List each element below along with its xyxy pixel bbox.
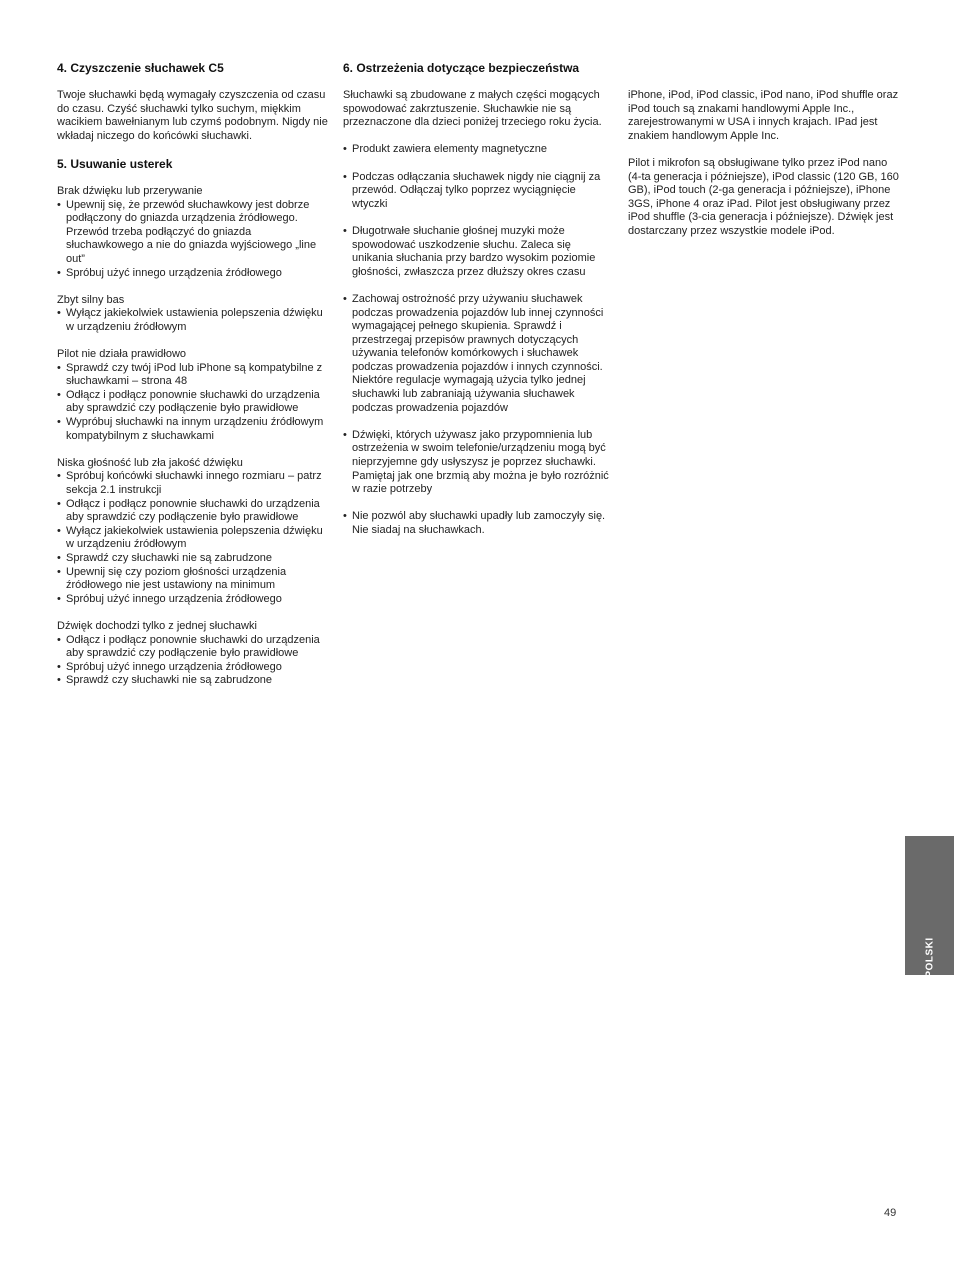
- column-middle: [343, 61, 611, 551]
- column-left: [57, 61, 329, 702]
- trouble-group-remote: [57, 348, 329, 443]
- section-safety-intro: Słuchawki są zbudowane z małych części mogących spowodować zakrztuszenie. Słuchawkie nie są przeznaczone dla dzieci poniżej trzeciego roku życia.: [343, 89, 602, 129]
- trouble-group-one-side: [57, 620, 329, 688]
- section-cleaning-title: 4. Czyszczenie słuchawek C5: [57, 61, 224, 75]
- list-item: • Zachowaj ostrożność przy używaniu słuchawek podczas prowadzenia pojazdów lub innej czynności wymagającej pełnego skupienia. Sprawdź i przestrzegaj przepisów prawnych dotyczących używania telefonów komórkowych i słuchawek podczas prowadzenia pojazdów i innych czynności. Niektóre regulacje wymagają użycia tylko jednej słuchawki lub zabraniają używania słuchawek podczas prowadzenia pojazdów: [343, 293, 611, 415]
- section-troubleshooting: [57, 157, 329, 688]
- list-item: • Spróbuj użyć innego urządzenia źródłowego: [57, 661, 329, 675]
- list-item: • Wyłącz jakiekolwiek ustawienia polepszenia dźwięku w urządzeniu źródłowym: [57, 525, 329, 552]
- list-item: • Odłącz i podłącz ponownie słuchawki do urządzenia aby sprawdzić czy podłączenie było prawidłowe: [57, 498, 329, 525]
- section-safety-title: 6. Ostrzeżenia dotyczące bezpieczeństwa: [343, 61, 580, 75]
- list-item: • Sprawdź czy słuchawki nie są zabrudzone: [57, 552, 329, 566]
- list-item: • Sprawdź czy twój iPod lub iPhone są kompatybilne z słuchawkami – strona 48: [57, 362, 329, 389]
- list-item: • Odłącz i podłącz ponownie słuchawki do urządzenia aby sprawdzić czy podłączenie było prawidłowe: [57, 634, 329, 661]
- trouble-group-label: Dźwięk dochodzi tylko z jednej słuchawki: [57, 619, 257, 632]
- trouble-group-volume: [57, 457, 329, 607]
- page-number: 49: [884, 1207, 897, 1219]
- trouble-group-bass: [57, 294, 329, 335]
- list-item: • Spróbuj użyć innego urządzenia źródłowego: [57, 593, 329, 607]
- list-item: • Produkt zawiera elementy magnetyczne: [343, 143, 611, 157]
- trademark-paragraph: iPhone, iPod, iPod classic, iPod nano, iPod shuffle oraz iPod touch są znakami handlowymi Apple Inc., zarejestrowanymi w USA i innych krajach. IPad jest znakiem handlowym Apple Inc.: [628, 89, 899, 142]
- trouble-group-label: Zbyt silny bas: [57, 293, 125, 306]
- trouble-list: [57, 470, 329, 606]
- trouble-list: [57, 307, 329, 334]
- list-item: • Długotrwałe słuchanie głośnej muzyki może spowodować uszkodzenie słuchu. Zaleca się unikania słuchania przy bardzo wysokim poziomie głośności, zwłaszcza przez dłuższy okres czasu: [343, 225, 611, 279]
- trouble-group-label: Niska głośność lub zła jakość dźwięku: [57, 456, 243, 469]
- list-item: • Sprawdź czy słuchawki nie są zabrudzone: [57, 674, 329, 688]
- compatibility-paragraph: Pilot i mikrofon są obsługiwane tylko przez iPod nano (4-ta generacja i późniejsze), iPod classic (120 GB, 160 GB), iPod touch (2-ga generacja i późniejsze), iPhone 3GS, iPhone 4 oraz iPad. Pilot jest obsługiwany przez iPod shuffle (3-cia generacja i późniejsze). Dźwięk jest dostarczany przez wszystkie modele iPod.: [628, 156, 899, 237]
- trouble-list: [57, 199, 329, 281]
- list-item: • Podczas odłączania słuchawek nigdy nie ciągnij za przewód. Odłączaj tylko poprzez wyciągnięcie wtyczki: [343, 171, 611, 212]
- list-item: • Dźwięki, których używasz jako przypomnienia lub ostrzeżenia w swoim telefonie/urządzeniu mogą być nieprzyjemne gdy usłyszysz je poprzez słuchawki. Pamiętaj jak one brzmią aby można je było rozróżnić w razie potrzeby: [343, 429, 611, 497]
- list-item: • Odłącz i podłącz ponownie słuchawki do urządzenia aby sprawdzić czy podłączenie było prawidłowe: [57, 389, 329, 416]
- list-item: • Spróbuj użyć innego urządzenia źródłowego: [57, 267, 329, 281]
- section-cleaning-text: Twoje słuchawki będą wymagały czyszczenia od czasu do czasu. Czyść słuchawki tylko suchym, miękkim wacikiem bawełnianym lub czymś podobnym. Nigdy nie wkładaj niczego do końcówki słuchawki.: [57, 89, 328, 142]
- trouble-group-label: Brak dźwięku lub przerywanie: [57, 184, 203, 197]
- language-label: POLSKI: [924, 937, 935, 978]
- list-item: • Upewnij się, że przewód słuchawkowy jest dobrze podłączony do gniazda urządzenia źródłowego. Przewód trzeba podłączyć do gniazda słuchawkowego a nie do gniazda wyjściowego „line out”: [57, 199, 329, 267]
- list-item: • Spróbuj końcówki słuchawki innego rozmiaru – patrz sekcja 2.1 instrukcji: [57, 470, 329, 497]
- section-troubleshooting-title: 5. Usuwanie usterek: [57, 156, 173, 171]
- safety-list: [343, 143, 611, 537]
- trouble-list: [57, 362, 329, 444]
- trouble-list: [57, 634, 329, 688]
- list-item: • Wyłącz jakiekolwiek ustawienia polepszenia dźwięku w urządzeniu źródłowym: [57, 307, 329, 334]
- column-right: [628, 89, 900, 252]
- trouble-group-label: Pilot nie działa prawidłowo: [57, 348, 187, 361]
- list-item: • Nie pozwól aby słuchawki upadły lub zamoczyły się. Nie siadaj na słuchawkach.: [343, 510, 611, 537]
- list-item: • Upewnij się czy poziom głośności urządzenia źródłowego nie jest ustawiony na minimum: [57, 566, 329, 593]
- list-item: • Wypróbuj słuchawki na innym urządzeniu źródłowym kompatybilnym z słuchawkami: [57, 416, 329, 443]
- language-side-tab: [905, 836, 954, 978]
- section-cleaning: [57, 61, 329, 143]
- trouble-group-no-sound: [57, 185, 329, 280]
